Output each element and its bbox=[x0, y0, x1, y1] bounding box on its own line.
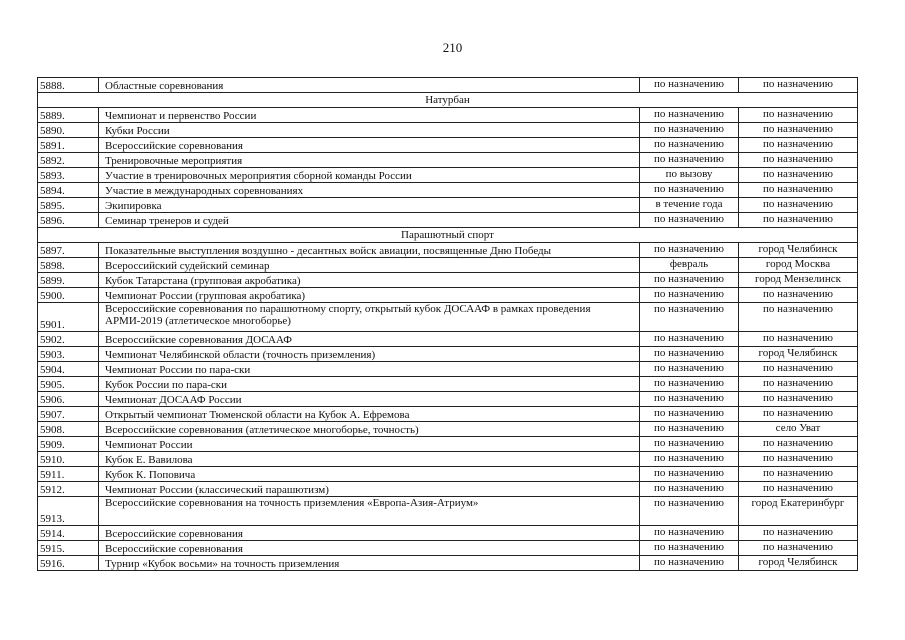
row-number: 5891. bbox=[38, 138, 99, 153]
row-number: 5896. bbox=[38, 213, 99, 228]
event-date: по назначению bbox=[640, 362, 739, 377]
event-date: по назначению bbox=[640, 153, 739, 168]
event-date: в течение года bbox=[640, 198, 739, 213]
row-number: 5914. bbox=[38, 526, 99, 541]
row-number: 5912. bbox=[38, 482, 99, 497]
section-header-row bbox=[38, 93, 858, 108]
table-row bbox=[38, 123, 858, 138]
table-row bbox=[38, 407, 858, 422]
table-row bbox=[38, 377, 858, 392]
table-row bbox=[38, 78, 858, 93]
table-row bbox=[38, 213, 858, 228]
event-place: по назначению bbox=[739, 407, 858, 422]
row-number: 5904. bbox=[38, 362, 99, 377]
section-title: Парашютный спорт bbox=[38, 228, 858, 243]
event-place: по назначению bbox=[739, 526, 858, 541]
event-place: по назначению bbox=[739, 467, 858, 482]
event-name: Тренировочные мероприятия bbox=[99, 153, 640, 168]
event-date: по назначению bbox=[640, 556, 739, 571]
event-place: по назначению bbox=[739, 452, 858, 467]
row-number: 5907. bbox=[38, 407, 99, 422]
table-row bbox=[38, 467, 858, 482]
table-row bbox=[38, 392, 858, 407]
table-row bbox=[38, 556, 858, 571]
table-row bbox=[38, 362, 858, 377]
event-name: Кубок России по пара-ски bbox=[99, 377, 640, 392]
event-place: по назначению bbox=[739, 303, 858, 332]
event-name: Кубок Татарстана (групповая акробатика) bbox=[99, 273, 640, 288]
table-row bbox=[38, 332, 858, 347]
row-number: 5889. bbox=[38, 108, 99, 123]
page-number: 210 bbox=[442, 40, 463, 55]
section-header-row bbox=[38, 228, 858, 243]
event-date: по назначению bbox=[640, 422, 739, 437]
table-row bbox=[38, 138, 858, 153]
row-number: 5893. bbox=[38, 168, 99, 183]
event-name: Всероссийские соревнования bbox=[99, 541, 640, 556]
row-number: 5910. bbox=[38, 452, 99, 467]
event-place: по назначению bbox=[739, 153, 858, 168]
event-name: Показательные выступления воздушно - десантных войск авиации, посвященные Дню Победы bbox=[99, 243, 640, 258]
event-date: по назначению bbox=[640, 123, 739, 138]
event-name: Чемпионат России bbox=[99, 437, 640, 452]
row-number: 5903. bbox=[38, 347, 99, 362]
row-number: 5895. bbox=[38, 198, 99, 213]
event-place: по назначению bbox=[739, 288, 858, 303]
row-number: 5905. bbox=[38, 377, 99, 392]
event-place: по назначению bbox=[739, 123, 858, 138]
event-date: по назначению bbox=[640, 497, 739, 526]
table-row bbox=[38, 183, 858, 198]
event-date: по назначению bbox=[640, 392, 739, 407]
event-place: город Челябинск bbox=[739, 556, 858, 571]
event-place: по назначению bbox=[739, 377, 858, 392]
row-number: 5894. bbox=[38, 183, 99, 198]
event-name: Кубок К. Поповича bbox=[99, 467, 640, 482]
event-date: по назначению bbox=[640, 467, 739, 482]
row-number: 5900. bbox=[38, 288, 99, 303]
event-date: по назначению bbox=[640, 138, 739, 153]
row-number: 5901. bbox=[38, 303, 99, 332]
row-number: 5892. bbox=[38, 153, 99, 168]
table-row bbox=[38, 526, 858, 541]
row-number: 5899. bbox=[38, 273, 99, 288]
event-name: Кубки России bbox=[99, 123, 640, 138]
table-row bbox=[38, 347, 858, 362]
event-name: Открытый чемпионат Тюменской области на Кубок А. Ефремова bbox=[99, 407, 640, 422]
event-name: Чемпионат ДОСААФ России bbox=[99, 392, 640, 407]
event-place: по назначению bbox=[739, 78, 858, 93]
event-place: по назначению bbox=[739, 332, 858, 347]
event-place: село Уват bbox=[739, 422, 858, 437]
event-date: по назначению bbox=[640, 347, 739, 362]
event-place: город Москва bbox=[739, 258, 858, 273]
row-number: 5906. bbox=[38, 392, 99, 407]
event-place: по назначению bbox=[739, 392, 858, 407]
event-name: Всероссийские соревнования ДОСААФ bbox=[99, 332, 640, 347]
event-name: Чемпионат России по пара-ски bbox=[99, 362, 640, 377]
row-number: 5911. bbox=[38, 467, 99, 482]
table-row bbox=[38, 273, 858, 288]
table-row bbox=[38, 258, 858, 273]
event-name: Областные соревнования bbox=[99, 78, 640, 93]
events-table-body bbox=[38, 78, 858, 571]
event-name: Турнир «Кубок восьми» на точность приземления bbox=[99, 556, 640, 571]
event-place: по назначению bbox=[739, 183, 858, 198]
table-row bbox=[38, 168, 858, 183]
event-date: по назначению bbox=[640, 213, 739, 228]
event-name: Всероссийские соревнования bbox=[99, 526, 640, 541]
row-number: 5909. bbox=[38, 437, 99, 452]
event-date: по назначению bbox=[640, 332, 739, 347]
event-name: Участие в тренировочных мероприятия сборной команды России bbox=[99, 168, 640, 183]
event-place: по назначению bbox=[739, 213, 858, 228]
event-date: по назначению bbox=[640, 452, 739, 467]
event-place: по назначению bbox=[739, 437, 858, 452]
event-date: по назначению bbox=[640, 482, 739, 497]
event-name: Участие в международных соревнованиях bbox=[99, 183, 640, 198]
event-name: Чемпионат России (классический парашютизм) bbox=[99, 482, 640, 497]
event-date: по вызову bbox=[640, 168, 739, 183]
row-number: 5888. bbox=[38, 78, 99, 93]
event-place: по назначению bbox=[739, 482, 858, 497]
event-place: город Челябинск bbox=[739, 243, 858, 258]
row-number: 5908. bbox=[38, 422, 99, 437]
table-row bbox=[38, 153, 858, 168]
event-date: по назначению bbox=[640, 541, 739, 556]
event-date: февраль bbox=[640, 258, 739, 273]
table-row bbox=[38, 303, 858, 332]
row-number: 5913. bbox=[38, 497, 99, 526]
event-date: по назначению bbox=[640, 243, 739, 258]
event-date: по назначению bbox=[640, 526, 739, 541]
table-row bbox=[38, 288, 858, 303]
event-date: по назначению bbox=[640, 78, 739, 93]
event-date: по назначению bbox=[640, 377, 739, 392]
event-place: по назначению bbox=[739, 541, 858, 556]
event-date: по назначению bbox=[640, 407, 739, 422]
event-name: Всероссийские соревнования на точность приземления «Европа-Азия-Атриум» bbox=[99, 497, 640, 526]
table-row bbox=[38, 452, 858, 467]
event-date: по назначению bbox=[640, 183, 739, 198]
event-place: по назначению bbox=[739, 198, 858, 213]
row-number: 5890. bbox=[38, 123, 99, 138]
table-row bbox=[38, 482, 858, 497]
table-row bbox=[38, 422, 858, 437]
row-number: 5916. bbox=[38, 556, 99, 571]
event-date: по назначению bbox=[640, 108, 739, 123]
event-place: по назначению bbox=[739, 362, 858, 377]
event-name: Всероссийские соревнования (атлетическое многоборье, точность) bbox=[99, 422, 640, 437]
table-row bbox=[38, 108, 858, 123]
event-name: Семинар тренеров и судей bbox=[99, 213, 640, 228]
event-place: по назначению bbox=[739, 108, 858, 123]
event-date: по назначению bbox=[640, 437, 739, 452]
event-name: Чемпионат России (групповая акробатика) bbox=[99, 288, 640, 303]
table-row bbox=[38, 437, 858, 452]
event-place: город Екатеринбург bbox=[739, 497, 858, 526]
table-row bbox=[38, 497, 858, 526]
event-name: Всероссийские соревнования по парашютному спорту, открытый кубок ДОСААФ в рамках проведения АРМИ-2019 (атлетическое многоборье) bbox=[99, 303, 640, 332]
event-place: город Мензелинск bbox=[739, 273, 858, 288]
event-name: Экипировка bbox=[99, 198, 640, 213]
event-name: Всероссийский судейский семинар bbox=[99, 258, 640, 273]
event-name: Кубок Е. Вавилова bbox=[99, 452, 640, 467]
event-name: Чемпионат Челябинской области (точность приземления) bbox=[99, 347, 640, 362]
event-name: Чемпионат и первенство России bbox=[99, 108, 640, 123]
table-row bbox=[38, 243, 858, 258]
events-table bbox=[37, 77, 858, 571]
row-number: 5897. bbox=[38, 243, 99, 258]
row-number: 5898. bbox=[38, 258, 99, 273]
section-title: Натурбан bbox=[38, 93, 858, 108]
row-number: 5902. bbox=[38, 332, 99, 347]
event-date: по назначению bbox=[640, 273, 739, 288]
table-row bbox=[38, 541, 858, 556]
event-name: Всероссийские соревнования bbox=[99, 138, 640, 153]
row-number: 5915. bbox=[38, 541, 99, 556]
event-place: город Челябинск bbox=[739, 347, 858, 362]
event-date: по назначению bbox=[640, 288, 739, 303]
event-place: по назначению bbox=[739, 168, 858, 183]
event-place: по назначению bbox=[739, 138, 858, 153]
table-row bbox=[38, 198, 858, 213]
event-date: по назначению bbox=[640, 303, 739, 332]
